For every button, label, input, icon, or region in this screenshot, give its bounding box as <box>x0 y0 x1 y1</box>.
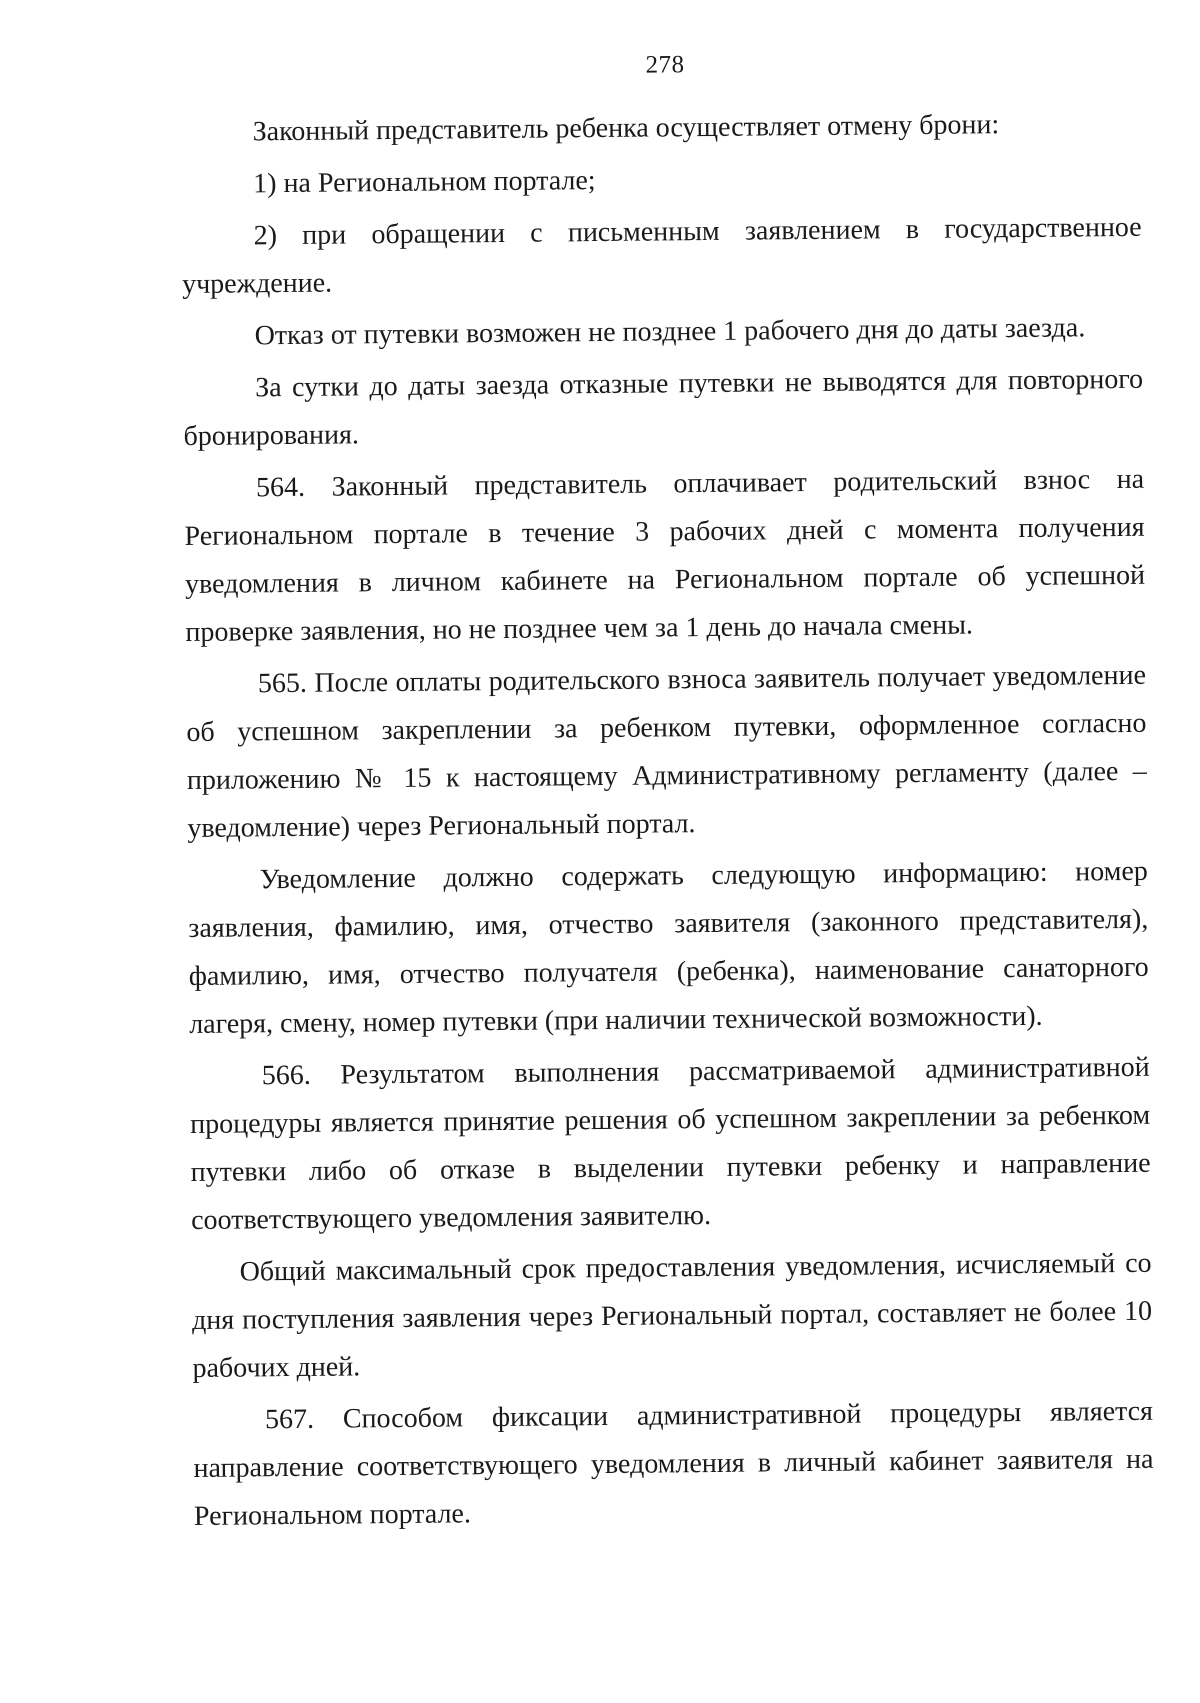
paragraph-566: 566. Результатом выполнения рассматриваемой административной процедуры является принятие решения об успешном закреплении за ребенком путевки либо об отказе в выделении путевки ребенку и направление соответствующего уведомления заявителю. <box>190 1051 1151 1236</box>
paragraph-565: 565. После оплаты родительского взноса заявитель получает уведомление об успешном закреплении за ребенком путевки, оформленное согласно приложению № 15 к настоящему Административному регламенту (далее – уведомление) через Региональный портал. <box>186 659 1148 844</box>
page-number: 278 <box>645 51 685 79</box>
paragraph-567: 567. Способом фиксации административной процедуры является направление соответствующего уведомления в личный кабинет заявителя на Региональном портале. <box>193 1395 1154 1532</box>
paragraph-notification-content: Уведомление должно содержать следующую информацию: номер заявления, фамилию, имя, отчество заявителя (законного представителя), фамилию, имя, отчество получателя (ребенка), наименование санаторного лагеря, смену, номер путевки (при наличии технической возможности). <box>188 855 1149 1040</box>
paragraph-booking-cancellation: Законный представитель ребенка осуществляет отмену брони: <box>252 109 1000 148</box>
paragraph-564: 564. Законный представитель оплачивает родительский взнос на Региональном портале в течение 3 рабочих дней с момента получения уведомления в личном кабинете на Региональном портале об успешной проверке заявления, но не позднее чем за 1 день до начала смены. <box>184 463 1146 649</box>
paragraph-voucher-refusal: Отказ от путевки возможен не позднее 1 рабочего дня до даты заезда. <box>254 312 1086 352</box>
list-item-written-application: 2) при обращении с письменным заявлением в государственное учреждение. <box>181 211 1142 301</box>
paragraph-max-term: Общий максимальный срок предоставления уведомления, исчисляемый со дня поступления заявления через Региональный портал, составляет не более 10 рабочих дней. <box>191 1247 1153 1384</box>
list-item-regional-portal: 1) на Региональном портале; <box>253 165 596 200</box>
paragraph-rebooking: За сутки до даты заезда отказные путевки не выводятся для повторного бронирования. <box>183 363 1144 453</box>
document-body <box>180 100 1154 1545</box>
